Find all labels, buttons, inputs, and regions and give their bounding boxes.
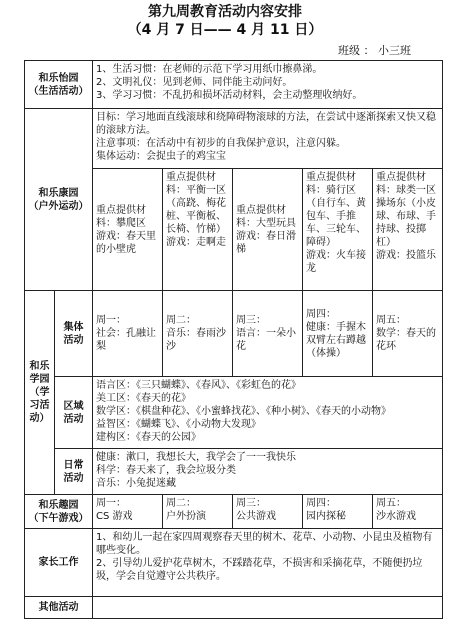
sub-label-collective: 集体 活动 xyxy=(55,291,93,377)
area-item: 数学区：《棋盘种花》、《小蜜蜂找花》、《种小树》、《春天的小动物》 xyxy=(96,406,391,417)
daily-item: 音乐：小兔捉迷藏 xyxy=(96,478,176,489)
section-label-study: 和乐 学园 （学 习活 动） xyxy=(25,291,55,495)
sub-label-daily: 日常 活动 xyxy=(55,449,93,495)
parents-item: 2、引导幼儿爱护花草树木，不踩踏花草，不损害和采摘花草，不随便扔垃圾，学会自觉遵守公共秩序。 xyxy=(96,558,423,582)
collective-day: 周二： 音乐：春雨沙沙 xyxy=(163,291,233,377)
daily-item: 健康：漱口，我想长大，我学会了一一我快乐 xyxy=(96,452,296,463)
section-label-play: 和乐趣园 （下午游戏） xyxy=(25,495,93,529)
outdoor-zone: 重点提供材料：球类一区操场东（小皮球、布球、手持球、投掷杠） 游戏：投篮乐 xyxy=(373,169,443,291)
play-day: 周四： 园内探秘 xyxy=(303,495,373,529)
row-study-area xyxy=(25,377,443,449)
daily-item: 科学：春天来了，我会垃圾分类 xyxy=(96,465,236,476)
section-label-outdoor xyxy=(25,109,93,291)
date-range: （4 月 7 日—— 4 月 11 日） xyxy=(127,22,323,38)
row-study-daily xyxy=(25,449,443,495)
outdoor-zone: 重点提供材料：攀爬区 游戏：春天里的小壁虎 xyxy=(93,169,163,291)
outdoor-zone: 重点提供材料：大型玩具游戏：春日滑梯 xyxy=(233,169,303,291)
life-item: 1、生活习惯：在老师的示范下学习用纸巾擦鼻涕。 xyxy=(96,64,323,75)
collective-day: 周一： 社会：孔融让梨 xyxy=(93,291,163,377)
row-play xyxy=(25,495,443,529)
row-life xyxy=(25,61,443,109)
area-item: 语言区：《三只蝴蝶》、《春风》、《彩虹色的花》 xyxy=(96,380,301,391)
outdoor-goals xyxy=(93,109,443,169)
area-item: 益智区：《蝴蝶飞》、《小动物大发现》 xyxy=(96,419,261,430)
collective-day: 周五： 数学：春天的花环 xyxy=(373,291,443,377)
life-item: 3、学习习惯：不乱扔和损坏活动材料，会主动整理收纳好。 xyxy=(96,90,363,101)
area-item: 美工区：《春天的花》 xyxy=(96,393,191,404)
life-content xyxy=(93,61,443,109)
play-day: 周一： CS 游戏 xyxy=(93,495,163,529)
row-study-collective xyxy=(25,291,443,377)
collective-day: 周三： 语言：一朵小花 xyxy=(233,291,303,377)
life-item: 2、文明礼仪：见到老师、同伴能主动问好。 xyxy=(96,77,293,88)
outdoor-goal: 目标：学习地面直线滚球和绕障碍物滚球的方法，在尝试中逐渐探索又快又稳的滚球方法。 xyxy=(96,112,436,136)
class-label: 班级 ： 小三班 xyxy=(338,44,411,57)
parents-item: 1、和幼儿一起在家四周观察春天里的树木、花草、小动物、小昆虫及植物有哪些变化。 xyxy=(96,532,433,556)
parents-content xyxy=(93,529,443,597)
row-outdoor-goals xyxy=(25,109,443,169)
label-line: 和乐怡园 （生活活动） xyxy=(28,72,89,97)
schedule-table xyxy=(24,60,443,619)
section-label-life xyxy=(25,61,93,109)
outdoor-zone: 重点提供材料：骑行区（自行车、黄包车、手推车、三轮车、障碍） 游戏：火车接龙 xyxy=(303,169,373,291)
label-line: 和乐康园 （户外运动） xyxy=(28,187,89,212)
outdoor-collective: 集体运动：会捉虫子的鸡宝宝 xyxy=(96,151,226,162)
play-day: 周二： 户外扮演 xyxy=(163,495,233,529)
area-item: 建构区：《春天的公园》 xyxy=(96,432,201,443)
collective-day: 周四： 健康：手握木双臂左右蹲越（体操） xyxy=(303,291,373,377)
section-label-parents: 家长工作 xyxy=(25,529,93,597)
row-parents xyxy=(25,529,443,597)
play-day: 周三： 公共游戏 xyxy=(233,495,303,529)
play-day: 周五： 沙水游戏 xyxy=(373,495,443,529)
area-content xyxy=(93,377,443,449)
daily-content xyxy=(93,449,443,495)
outdoor-note: 注意事项：在活动中有初步的自我保护意识，注意闪躲。 xyxy=(96,138,346,149)
section-label-other: 其他活动 xyxy=(25,597,93,619)
page-title: 第九周教育活动内容安排 xyxy=(148,4,302,20)
sub-label-area: 区域 活动 xyxy=(55,377,93,449)
outdoor-zone: 重点提供材料：平衡一区（高跷、梅花桩、平衡板、长椅、竹梯） 游戏：走啊走 xyxy=(163,169,233,291)
